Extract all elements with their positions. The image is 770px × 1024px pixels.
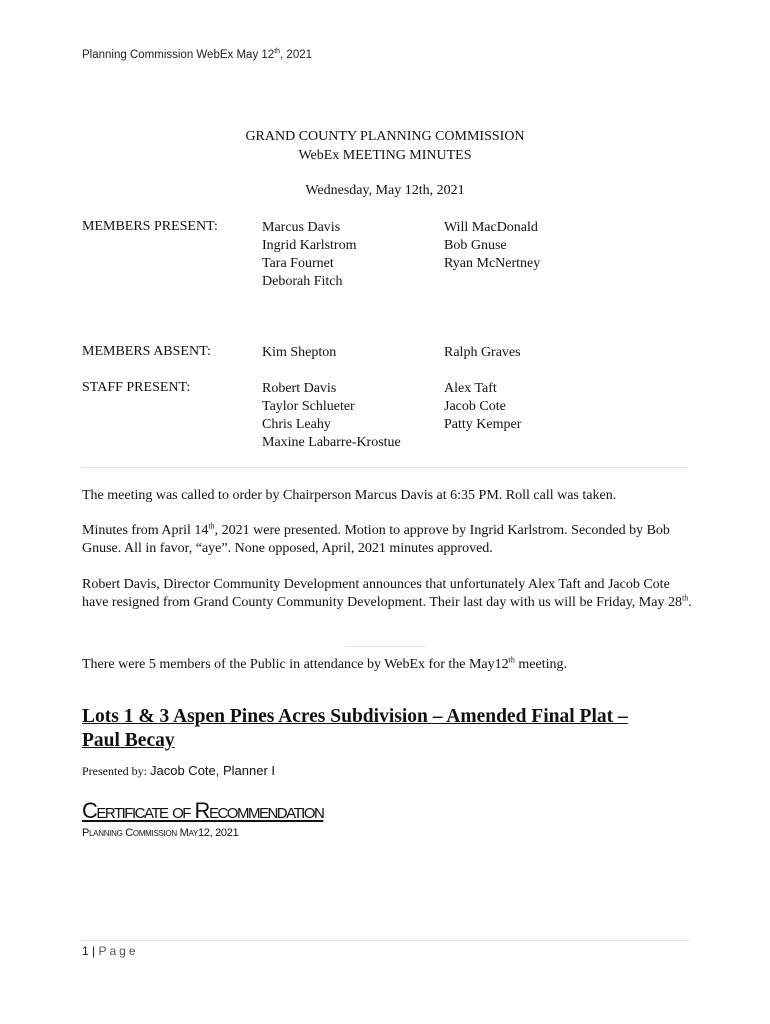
paragraph-text: . bbox=[688, 595, 692, 610]
staff-name: Robert Davis bbox=[262, 381, 337, 396]
header-text-end: , 2021 bbox=[280, 48, 313, 61]
member-name: Marcus Davis bbox=[262, 220, 341, 235]
staff-present-label: STAFF PRESENT: bbox=[82, 380, 191, 395]
member-name: Kim Shepton bbox=[262, 345, 337, 360]
page-footer bbox=[82, 944, 139, 958]
presented-by bbox=[82, 763, 275, 779]
staff-present-col1 bbox=[262, 380, 401, 452]
page-word: Page bbox=[98, 944, 139, 958]
member-name: Ralph Graves bbox=[444, 345, 521, 360]
staff-name: Chris Leahy bbox=[262, 417, 331, 432]
staff-name: Alex Taft bbox=[444, 381, 497, 396]
short-divider bbox=[345, 646, 425, 647]
page-number: 1 bbox=[82, 944, 89, 958]
members-present-col1 bbox=[262, 219, 356, 291]
staff-present-col2 bbox=[444, 380, 521, 434]
section-heading-line: Lots 1 & 3 Aspen Pines Acres Subdivision – Amended Final Plat – bbox=[82, 706, 628, 727]
paragraph-minutes bbox=[82, 522, 692, 558]
certificate-subtitle: Planning Commission May12, 2021 bbox=[82, 827, 239, 839]
paragraph-attendance bbox=[82, 656, 692, 674]
paragraph-text: , 2021 were presented. Motion to approve by Ingrid Karlstrom. Seconded by Bob Gnuse. All in favor, “aye”. None opposed, April, 2021 minutes approved. bbox=[82, 523, 670, 556]
section-heading-line: Paul Becay bbox=[82, 730, 175, 751]
header-text: Planning Commission WebEx May 12 bbox=[82, 48, 275, 61]
members-absent-label: MEMBERS ABSENT: bbox=[82, 344, 211, 359]
member-name: Ryan McNertney bbox=[444, 256, 541, 271]
superscript: th bbox=[681, 593, 689, 603]
paragraph-text: Robert Davis, Director Community Development announces that unfortunately Alex Taft and Jacob Cote have resigned from Grand County Community Development. Their last day with us will be Friday, May 28 bbox=[82, 577, 682, 610]
staff-name: Patty Kemper bbox=[444, 417, 522, 432]
members-present-label: MEMBERS PRESENT: bbox=[82, 219, 218, 234]
section-heading bbox=[82, 705, 628, 753]
superscript: th bbox=[508, 655, 515, 665]
member-name: Deborah Fitch bbox=[262, 274, 343, 289]
footer-divider bbox=[82, 940, 690, 941]
staff-name: Maxine Labarre-Krostue bbox=[262, 435, 401, 450]
staff-name: Jacob Cote bbox=[444, 399, 506, 414]
member-name: Tara Fournet bbox=[262, 256, 334, 271]
paragraph-text: meeting. bbox=[514, 657, 567, 672]
paragraph-announcement bbox=[82, 576, 692, 612]
staff-name: Taylor Schlueter bbox=[262, 399, 355, 414]
presented-by-label: Presented by: bbox=[82, 764, 150, 778]
member-name: Bob Gnuse bbox=[444, 238, 507, 253]
document-title: GRAND COUNTY PLANNING COMMISSION bbox=[245, 129, 525, 144]
meeting-date: Wednesday, May 12th, 2021 bbox=[305, 183, 465, 198]
member-name: Ingrid Karlstrom bbox=[262, 238, 357, 253]
paragraph-text: Minutes from April 14 bbox=[82, 523, 209, 538]
superscript: th bbox=[208, 521, 215, 531]
members-absent-col2 bbox=[444, 344, 521, 362]
members-present-col2 bbox=[444, 219, 540, 273]
presenter-name: Jacob Cote, Planner I bbox=[150, 763, 276, 778]
header-sup: th bbox=[274, 48, 281, 55]
paragraph-text: There were 5 members of the Public in attendance by WebEx for the May12 bbox=[82, 657, 509, 672]
certificate-heading: Certificate of Recommendation bbox=[82, 798, 324, 823]
footer-separator: | bbox=[88, 944, 99, 958]
paragraph-call-to-order: The meeting was called to order by Chairperson Marcus Davis at 6:35 PM. Roll call was taken. bbox=[82, 488, 617, 503]
members-absent-col1 bbox=[262, 344, 336, 362]
page-header bbox=[82, 48, 312, 61]
member-name: Will MacDonald bbox=[444, 220, 538, 235]
section-divider bbox=[82, 467, 688, 468]
document-subtitle: WebEx MEETING MINUTES bbox=[298, 148, 472, 163]
